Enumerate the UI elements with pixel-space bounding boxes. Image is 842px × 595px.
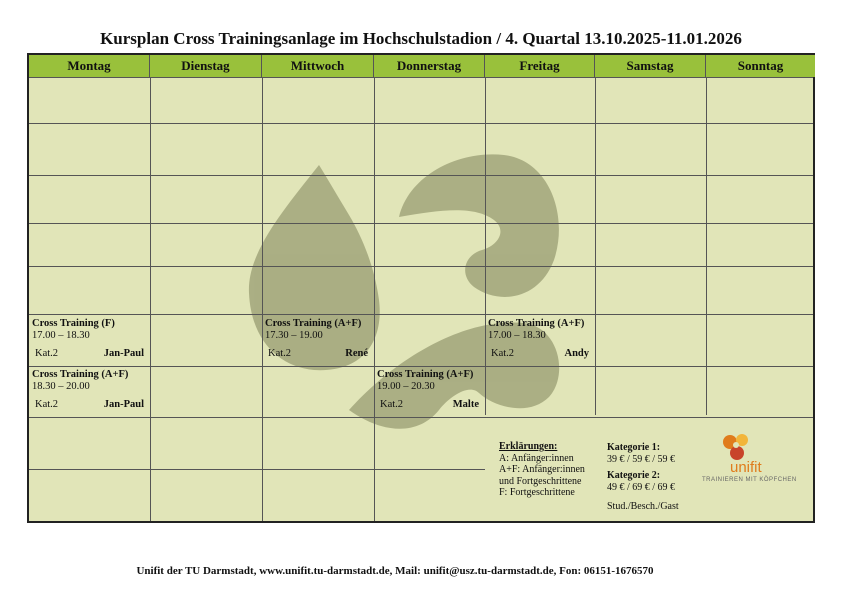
legend-heading: Erklärungen: [499, 441, 558, 452]
course-time: 17.30 – 19.00 [265, 330, 323, 341]
row-divider [29, 223, 813, 224]
column-divider [262, 77, 263, 521]
column-divider [150, 77, 151, 521]
course-cell [265, 318, 372, 364]
course-trainer: Andy [564, 348, 589, 359]
course-category: Kat.2 [35, 399, 59, 410]
course-time: 18.30 – 20.00 [32, 381, 90, 392]
price-groups: Stud./Besch./Gast [607, 501, 679, 512]
course-trainer: René [345, 348, 368, 359]
course-time: 17.00 – 18.30 [32, 330, 90, 341]
course-cell [377, 369, 483, 415]
course-name: Cross Training (A+F) [488, 318, 585, 329]
schedule-grid [27, 53, 815, 523]
course-cell [488, 318, 593, 364]
column-divider [595, 77, 596, 415]
legend-line: A: Anfänger:innen [499, 452, 574, 464]
legend-line: F: Fortgeschrittene [499, 487, 575, 498]
course-time: 17.00 – 18.30 [488, 330, 546, 341]
category-2-label: Kategorie 2: [607, 470, 661, 481]
day-header-sunday: Sonntag [706, 55, 815, 77]
category-1-prices: 39 € / 59 € / 59 € [607, 453, 676, 465]
column-divider [485, 77, 486, 415]
course-category: Kat.2 [268, 348, 292, 359]
row-divider [29, 417, 813, 418]
legend-line: und Fortgeschrittene [499, 475, 582, 487]
course-trainer: Malte [452, 399, 479, 410]
row-divider [29, 77, 813, 78]
course-cell [32, 369, 148, 415]
course-cell [32, 318, 148, 364]
day-header-saturday: Samstag [595, 55, 706, 77]
day-header-friday: Freitag [485, 55, 595, 77]
course-category: Kat.2 [35, 348, 59, 359]
row-divider [29, 314, 813, 315]
logo-tagline: TRAINIEREN MIT KÖPFCHEN [702, 477, 797, 483]
course-category: Kat.2 [380, 399, 404, 410]
row-divider [29, 366, 813, 367]
course-name: Cross Training (A+F) [265, 318, 362, 329]
course-trainer: Jan-Paul [103, 348, 144, 359]
row-divider [29, 266, 813, 267]
day-header-wednesday: Mittwoch [262, 55, 374, 77]
day-header-thursday: Donnerstag [374, 55, 485, 77]
footer-contact: Unifit der TU Darmstadt, www.unifit.tu-darmstadt.de, Mail: unifit@usz.tu-darmstadt.de, Fon: 06151-1676570 [136, 565, 654, 577]
day-header-tuesday: Dienstag [150, 55, 262, 77]
logo-wordmark: unifit [730, 459, 762, 476]
course-category: Kat.2 [491, 348, 515, 359]
row-divider [29, 123, 813, 124]
course-name: Cross Training (A+F) [32, 369, 129, 380]
legend [499, 441, 609, 499]
course-name: Cross Training (F) [32, 318, 115, 329]
column-divider [374, 77, 375, 521]
column-divider [706, 77, 707, 415]
legend-line: A+F: Anfänger:innen [499, 464, 585, 475]
course-trainer: Jan-Paul [103, 399, 144, 410]
price-categories [607, 442, 717, 513]
category-1-label: Kategorie 1: [607, 442, 661, 453]
category-2-prices: 49 € / 69 € / 69 € [607, 481, 676, 493]
row-divider [29, 469, 485, 470]
page-title: Kursplan Cross Trainingsanlage im Hochschulstadion / 4. Quartal 13.10.2025-11.01.2026 [100, 29, 742, 48]
course-name: Cross Training (A+F) [377, 369, 474, 380]
day-header-monday: Montag [29, 55, 150, 77]
row-divider [29, 175, 813, 176]
course-time: 19.00 – 20.30 [377, 381, 435, 392]
